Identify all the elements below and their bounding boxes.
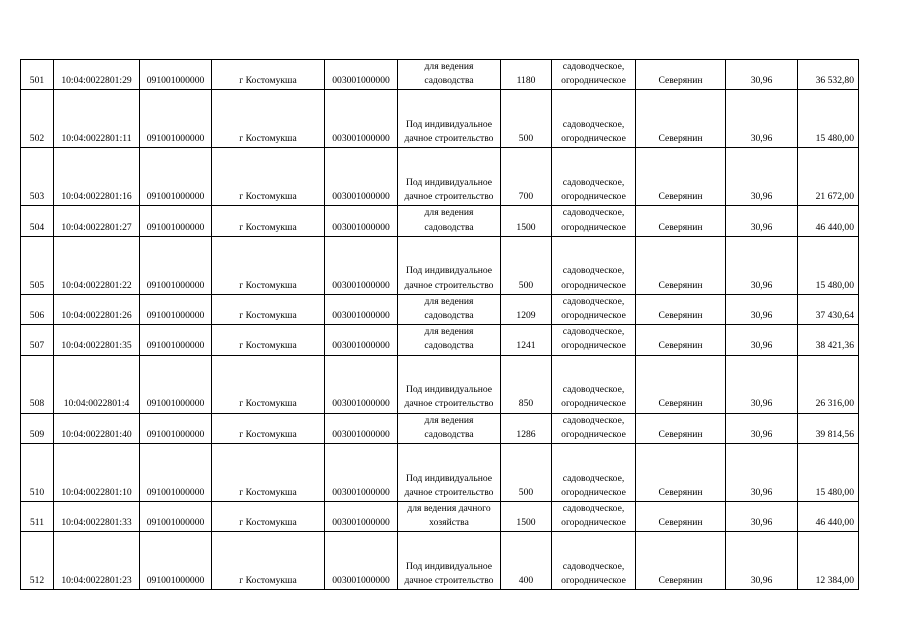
row-number-cell: 507 — [21, 325, 54, 355]
locality-cell: Северянин — [636, 294, 726, 324]
permitted-use-cell: Под индивидуальное дачное строительство — [398, 148, 501, 206]
cadastral-value-cell: 15 480,00 — [798, 236, 859, 294]
use-category-cell: садоводческое, огородническое — [552, 148, 636, 206]
use-category-cell: садоводческое, огородническое — [552, 294, 636, 324]
cadastral-number-cell: 10:04:0022801:10 — [54, 444, 140, 502]
table-row — [21, 236, 859, 294]
row-number-cell: 503 — [21, 148, 54, 206]
area-cell: 500 — [501, 444, 552, 502]
area-cell: 700 — [501, 148, 552, 206]
table-row — [21, 502, 859, 532]
cadastral-number-cell: 10:04:0022801:40 — [54, 413, 140, 443]
locality-cell: Северянин — [636, 60, 726, 90]
permitted-use-cell: для ведения дачного хозяйства — [398, 502, 501, 532]
okato-code-cell: 091001000000 — [140, 148, 212, 206]
territory-code-cell: 003001000000 — [325, 502, 398, 532]
table-row — [21, 325, 859, 355]
use-category-cell: садоводческое, огородническое — [552, 355, 636, 413]
cadastral-rate-cell: 30,96 — [726, 60, 798, 90]
row-number-cell: 511 — [21, 502, 54, 532]
row-number-cell: 504 — [21, 206, 54, 236]
city-cell: г Костомукша — [212, 532, 325, 590]
cadastral-rate-cell: 30,96 — [726, 532, 798, 590]
permitted-use-cell: Под индивидуальное дачное строительство — [398, 532, 501, 590]
cadastral-rate-cell: 30,96 — [726, 325, 798, 355]
use-category-cell: садоводческое, огородническое — [552, 90, 636, 148]
locality-cell: Северянин — [636, 325, 726, 355]
row-number-cell: 502 — [21, 90, 54, 148]
okato-code-cell: 091001000000 — [140, 355, 212, 413]
territory-code-cell: 003001000000 — [325, 148, 398, 206]
territory-code-cell: 003001000000 — [325, 413, 398, 443]
cadastral-rate-cell: 30,96 — [726, 294, 798, 324]
row-number-cell: 510 — [21, 444, 54, 502]
table-row — [21, 60, 859, 90]
cadastral-rate-cell: 30,96 — [726, 236, 798, 294]
cadastral-value-cell: 46 440,00 — [798, 206, 859, 236]
row-number-cell: 512 — [21, 532, 54, 590]
cadastral-number-cell: 10:04:0022801:29 — [54, 60, 140, 90]
okato-code-cell: 091001000000 — [140, 502, 212, 532]
city-cell: г Костомукша — [212, 444, 325, 502]
territory-code-cell: 003001000000 — [325, 60, 398, 90]
area-cell: 1286 — [501, 413, 552, 443]
cadastral-value-cell: 36 532,80 — [798, 60, 859, 90]
use-category-cell: садоводческое, огородническое — [552, 413, 636, 443]
row-number-cell: 501 — [21, 60, 54, 90]
cadastral-value-cell: 37 430,64 — [798, 294, 859, 324]
city-cell: г Костомукша — [212, 206, 325, 236]
cadastral-value-cell: 12 384,00 — [798, 532, 859, 590]
locality-cell: Северянин — [636, 444, 726, 502]
locality-cell: Северянин — [636, 532, 726, 590]
cadastral-rate-cell: 30,96 — [726, 148, 798, 206]
cadastral-number-cell: 10:04:0022801:27 — [54, 206, 140, 236]
cadastral-number-cell: 10:04:0022801:11 — [54, 90, 140, 148]
cadastral-rate-cell: 30,96 — [726, 355, 798, 413]
permitted-use-cell: для ведения садоводства — [398, 60, 501, 90]
area-cell: 850 — [501, 355, 552, 413]
row-number-cell: 509 — [21, 413, 54, 443]
okato-code-cell: 091001000000 — [140, 90, 212, 148]
okato-code-cell: 091001000000 — [140, 294, 212, 324]
okato-code-cell: 091001000000 — [140, 325, 212, 355]
cadastral-value-cell: 46 440,00 — [798, 502, 859, 532]
city-cell: г Костомукша — [212, 90, 325, 148]
permitted-use-cell: для ведения садоводства — [398, 206, 501, 236]
area-cell: 500 — [501, 90, 552, 148]
area-cell: 1500 — [501, 502, 552, 532]
row-number-cell: 505 — [21, 236, 54, 294]
cadastral-number-cell: 10:04:0022801:4 — [54, 355, 140, 413]
city-cell: г Костомукша — [212, 325, 325, 355]
land-plots-table — [20, 59, 859, 590]
permitted-use-cell: Под индивидуальное дачное строительство — [398, 90, 501, 148]
row-number-cell: 506 — [21, 294, 54, 324]
permitted-use-cell: для ведения садоводства — [398, 294, 501, 324]
locality-cell: Северянин — [636, 148, 726, 206]
cadastral-rate-cell: 30,96 — [726, 206, 798, 236]
territory-code-cell: 003001000000 — [325, 294, 398, 324]
cadastral-number-cell: 10:04:0022801:22 — [54, 236, 140, 294]
cadastral-value-cell: 38 421,36 — [798, 325, 859, 355]
cadastral-value-cell: 21 672,00 — [798, 148, 859, 206]
table-row — [21, 413, 859, 443]
area-cell: 1209 — [501, 294, 552, 324]
locality-cell: Северянин — [636, 355, 726, 413]
cadastral-number-cell: 10:04:0022801:35 — [54, 325, 140, 355]
use-category-cell: садоводческое, огородническое — [552, 532, 636, 590]
table-row — [21, 355, 859, 413]
use-category-cell: садоводческое, огородническое — [552, 236, 636, 294]
table-row — [21, 444, 859, 502]
cadastral-value-cell: 15 480,00 — [798, 90, 859, 148]
locality-cell: Северянин — [636, 413, 726, 443]
territory-code-cell: 003001000000 — [325, 325, 398, 355]
table-body — [21, 60, 859, 590]
cadastral-rate-cell: 30,96 — [726, 413, 798, 443]
territory-code-cell: 003001000000 — [325, 90, 398, 148]
permitted-use-cell: для ведения садоводства — [398, 413, 501, 443]
cadastral-value-cell: 15 480,00 — [798, 444, 859, 502]
okato-code-cell: 091001000000 — [140, 532, 212, 590]
cadastral-number-cell: 10:04:0022801:26 — [54, 294, 140, 324]
city-cell: г Костомукша — [212, 60, 325, 90]
cadastral-value-cell: 26 316,00 — [798, 355, 859, 413]
table-row — [21, 148, 859, 206]
okato-code-cell: 091001000000 — [140, 236, 212, 294]
row-number-cell: 508 — [21, 355, 54, 413]
territory-code-cell: 003001000000 — [325, 444, 398, 502]
territory-code-cell: 003001000000 — [325, 206, 398, 236]
okato-code-cell: 091001000000 — [140, 413, 212, 443]
okato-code-cell: 091001000000 — [140, 60, 212, 90]
area-cell: 500 — [501, 236, 552, 294]
permitted-use-cell: для ведения садоводства — [398, 325, 501, 355]
table-row — [21, 294, 859, 324]
permitted-use-cell: Под индивидуальное дачное строительство — [398, 444, 501, 502]
area-cell: 1241 — [501, 325, 552, 355]
area-cell: 1180 — [501, 60, 552, 90]
use-category-cell: садоводческое, огородническое — [552, 444, 636, 502]
city-cell: г Костомукша — [212, 148, 325, 206]
table-row — [21, 90, 859, 148]
locality-cell: Северянин — [636, 236, 726, 294]
use-category-cell: садоводческое, огородническое — [552, 60, 636, 90]
area-cell: 400 — [501, 532, 552, 590]
city-cell: г Костомукша — [212, 294, 325, 324]
cadastral-number-cell: 10:04:0022801:33 — [54, 502, 140, 532]
city-cell: г Костомукша — [212, 355, 325, 413]
locality-cell: Северянин — [636, 90, 726, 148]
city-cell: г Костомукша — [212, 236, 325, 294]
cadastral-rate-cell: 30,96 — [726, 502, 798, 532]
territory-code-cell: 003001000000 — [325, 355, 398, 413]
permitted-use-cell: Под индивидуальное дачное строительство — [398, 355, 501, 413]
territory-code-cell: 003001000000 — [325, 532, 398, 590]
city-cell: г Костомукша — [212, 502, 325, 532]
okato-code-cell: 091001000000 — [140, 206, 212, 236]
table-row — [21, 532, 859, 590]
use-category-cell: садоводческое, огородническое — [552, 206, 636, 236]
use-category-cell: садоводческое, огородническое — [552, 325, 636, 355]
table-row — [21, 206, 859, 236]
territory-code-cell: 003001000000 — [325, 236, 398, 294]
okato-code-cell: 091001000000 — [140, 444, 212, 502]
cadastral-rate-cell: 30,96 — [726, 90, 798, 148]
cadastral-rate-cell: 30,96 — [726, 444, 798, 502]
permitted-use-cell: Под индивидуальное дачное строительство — [398, 236, 501, 294]
cadastral-number-cell: 10:04:0022801:23 — [54, 532, 140, 590]
area-cell: 1500 — [501, 206, 552, 236]
use-category-cell: садоводческое, огородническое — [552, 502, 636, 532]
locality-cell: Северянин — [636, 502, 726, 532]
locality-cell: Северянин — [636, 206, 726, 236]
cadastral-value-cell: 39 814,56 — [798, 413, 859, 443]
city-cell: г Костомукша — [212, 413, 325, 443]
cadastral-number-cell: 10:04:0022801:16 — [54, 148, 140, 206]
